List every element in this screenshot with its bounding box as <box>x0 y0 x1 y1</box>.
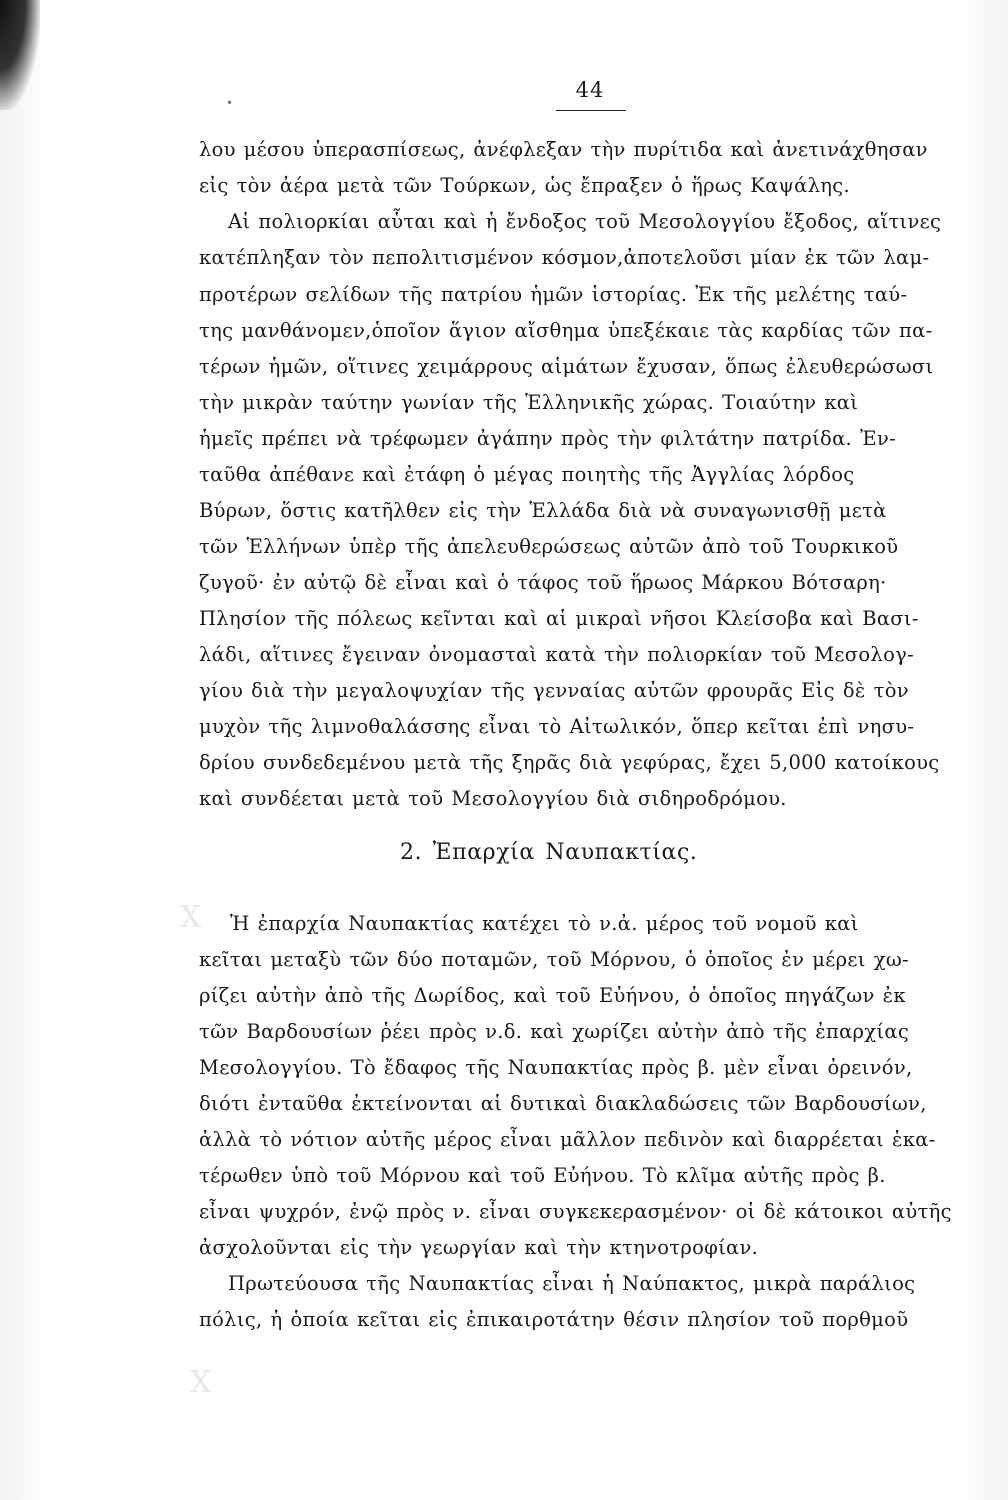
text-line: ρίζει αὐτὴν ἀπὸ τῆς Δωρίδος, καὶ τοῦ Εὐήνου, ὁ ὁποῖος πηγάζων ἐκ <box>199 984 906 1007</box>
text-line: προτέρων σελίδων τῆς πατρίου ἡμῶν ἱστορίας. Ἐκ τῆς μελέτης ταύ- <box>199 283 908 306</box>
text-line: Βύρων, ὅστις κατῆλθεν εἰς τὴν Ἑλλάδα διὰ νὰ συναγωνισθῇ μετὰ <box>199 499 887 522</box>
text-line: κατέπληξαν τὸν πεπολιτισμένον κόσμον,ἀποτελοῦσι μίαν ἐκ τῶν λαμ- <box>199 246 930 269</box>
page-number: 44 <box>575 78 605 102</box>
text-line: εἰς τὸν ἀέρα μετὰ τῶν Τούρκων, ὡς ἔπραξεν ὁ ἥρως Καψάλης. <box>199 174 851 197</box>
page-number-rule <box>556 110 626 111</box>
text-line: εἶναι ψυχρόν, ἐνῷ πρὸς ν. εἶναι συγκεκερασμένον· οἱ δὲ κάτοικοι αὐτῆς <box>199 1200 952 1223</box>
text-line: τέρωθεν ὑπὸ τοῦ Μόρνου καὶ τοῦ Εὐήνου. Τὸ κλῖμα αὐτῆς πρὸς β. <box>199 1164 886 1187</box>
text-line: μυχὸν τῆς λιμνοθαλάσσης εἶναι τὸ Αἰτωλικόν, ὅπερ κεῖται ἐπὶ νησυ- <box>199 715 915 738</box>
text-line: καὶ συνδέεται μετὰ τοῦ Μεσολογγίου διὰ σιδηροδρόμου. <box>199 787 787 810</box>
text-line: διότι ἐνταῦθα ἐκτείνονται αἱ δυτικαὶ διακλαδώσεις τῶν Βαρδουσίων, <box>199 1092 927 1115</box>
text-line: Αἱ πολιορκίαι αὗται καὶ ἡ ἔνδοξος τοῦ Μεσολογγίου ἔξοδος, αἵτινες <box>228 210 942 233</box>
text-line: Μεσολογγίου. Τὸ ἔδαφος τῆς Ναυπακτίας πρὸς β. μὲν εἶναι ὀρεινόν, <box>199 1056 913 1079</box>
text-line: λου μέσου ὑπερασπίσεως, ἀνέφλεξαν τὴν πυρίτιδα καὶ ἀνετινάχθησαν <box>199 138 928 161</box>
text-line: ἀσχολοῦνται εἰς τὴν γεωργίαν καὶ τὴν κτηνοτροφίαν. <box>199 1236 759 1259</box>
text-line: πόλις, ἡ ὁποία κεῖται εἰς ἐπικαιροτάτην θέσιν πλησίον τοῦ πορθμοῦ <box>199 1308 909 1331</box>
section-heading: 2. Ἐπαρχία Ναυπακτίας. <box>400 840 698 865</box>
text-line: κεῖται μεταξὺ τῶν δύο ποταμῶν, τοῦ Μόρνου, ὁ ὁποῖος ἐν μέρει χω- <box>199 948 909 971</box>
bleed-through-mark: X <box>180 900 202 935</box>
text-line: τῶν Ἑλλήνων ὑπὲρ τῆς ἀπελευθερώσεως αὐτῶν ἀπὸ τοῦ Τουρκικοῦ <box>199 535 899 558</box>
text-line: της μανθάνομεν,ὁποῖον ἅγιον αἴσθημα ὑπεξέκαιε τὰς καρδίας τῶν πα- <box>199 319 933 342</box>
bleed-through-mark: X <box>190 1365 212 1400</box>
text-line: δρίου συνδεδεμένου μετὰ τῆς ξηρᾶς διὰ γεφύρας, ἔχει 5,000 κατοίκους <box>199 751 940 774</box>
text-line: γίου διὰ τὴν μεγαλοψυχίαν τῆς γενναίας αὐτῶν φρουρᾶς Εἰς δὲ τὸν <box>199 679 909 702</box>
ink-speck: • <box>226 96 234 110</box>
text-line: ἀλλὰ τὸ νότιον αὐτῆς μέρος εἶναι μᾶλλον πεδινὸν καὶ διαρρέεται ἑκα- <box>199 1128 936 1151</box>
text-line: τέρων ἡμῶν, οἵτινες χειμάρρους αἱμάτων ἔχυσαν, ὅπως ἐλευθερώσωσι <box>199 355 934 378</box>
text-line: τὴν μικρὰν ταύτην γωνίαν τῆς Ἑλληνικῆς χώρας. Τοιαύτην καὶ <box>199 391 859 414</box>
text-line: ἡμεῖς πρέπει νὰ τρέφωμεν ἀγάπην πρὸς τὴν φιλτάτην πατρίδα. Ἐν- <box>199 427 897 450</box>
page-corner-shadow <box>0 0 40 110</box>
text-line: τῶν Βαρδουσίων ῥέει πρὸς ν.δ. καὶ χωρίζει αὐτὴν ἀπὸ τῆς ἐπαρχίας <box>199 1020 910 1043</box>
text-line: Πρωτεύουσα τῆς Ναυπακτίας εἶναι ἡ Ναύπακτος, μικρὰ παράλιος <box>228 1272 916 1295</box>
text-line: ταῦθα ἀπέθανε καὶ ἐτάφη ὁ μέγας ποιητὴς τῆς Ἀγγλίας λόρδος <box>199 463 855 486</box>
text-line: Ἡ ἐπαρχία Ναυπακτίας κατέχει τὸ ν.ἀ. μέρος τοῦ νομοῦ καὶ <box>230 912 859 935</box>
text-line: λάδι, αἵτινες ἔγειναν ὀνομασταὶ κατὰ τὴν πολιορκίαν τοῦ Μεσολογ- <box>199 643 914 666</box>
text-line: Πλησίον τῆς πόλεως κεῖνται καὶ αἱ μικραὶ νῆσοι Κλείσοβα καὶ Βασι- <box>199 607 919 630</box>
text-line: ζυγοῦ· ἐν αὐτῷ δὲ εἶναι καὶ ὁ τάφος τοῦ ἥρωος Μάρκου Βότσαρη· <box>199 571 887 594</box>
